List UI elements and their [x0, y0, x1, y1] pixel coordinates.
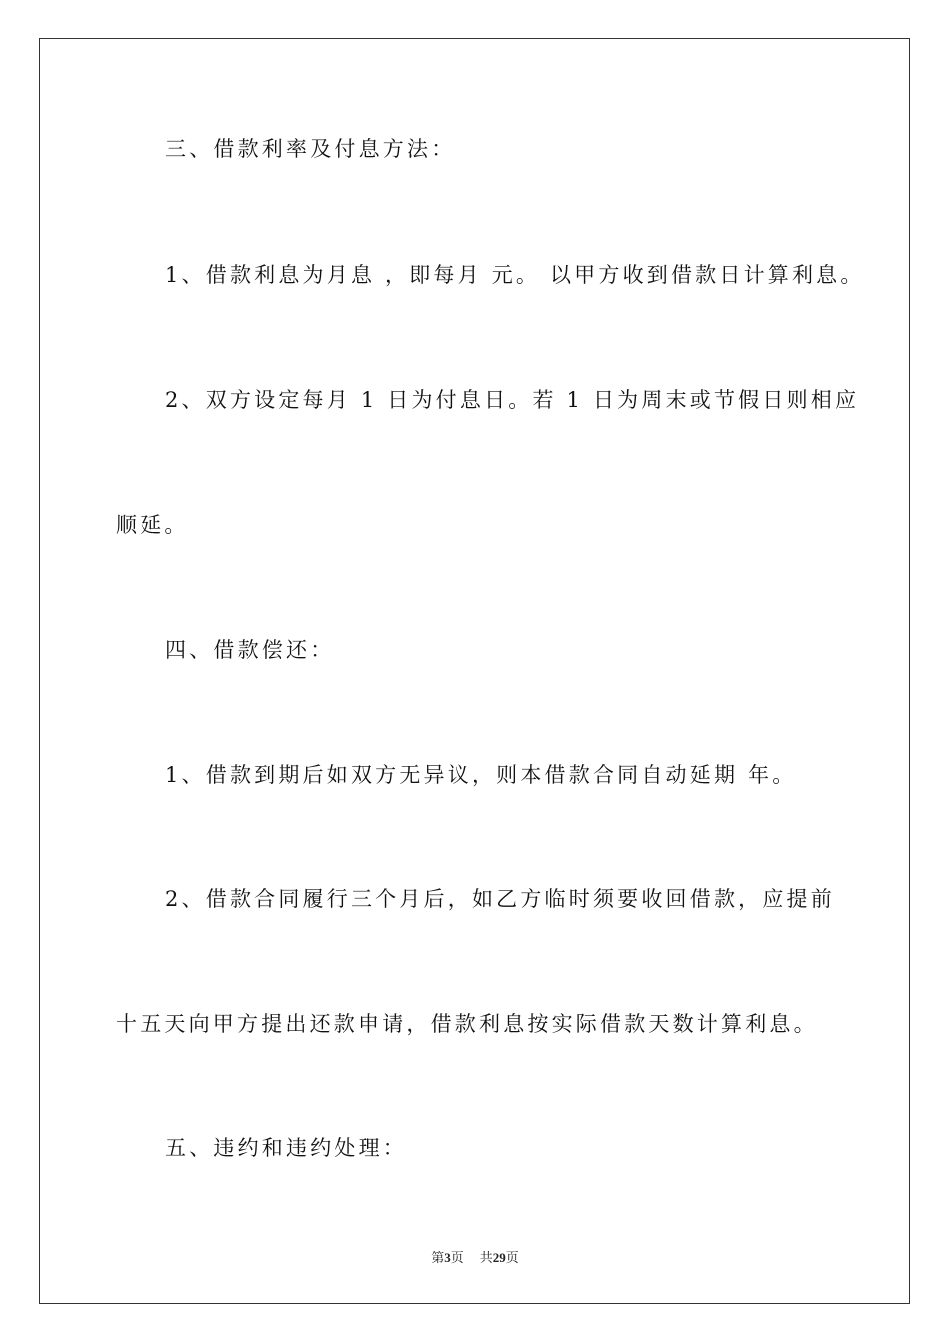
paragraph-line: 2、借款合同履行三个月后，如乙方临时须要收回借款，应提前	[165, 887, 835, 911]
paragraph-line: 2、双方设定每月 1 日为付息日。若 1 日为周末或节假日则相应	[165, 388, 860, 412]
page-number: 3	[444, 1250, 451, 1265]
paragraph-line: 十五天向甲方提出还款申请，借款利息按实际借款天数计算利息。	[116, 1012, 818, 1036]
page-label-suffix: 页	[450, 1250, 464, 1265]
paragraph-line: 1、借款到期后如双方无异议，则本借款合同自动延期 年。	[165, 763, 797, 787]
section-heading-breach: 五、违约和违约处理：	[165, 1136, 407, 1160]
total-pages: 29	[492, 1250, 506, 1265]
paragraph-line: 1、借款利息为月息 ，即每月 元。 以甲方收到借款日计算利息。	[165, 263, 865, 287]
total-label-prefix: 共	[479, 1250, 493, 1265]
paragraph-line: 顺延。	[116, 513, 189, 537]
page-border	[39, 38, 910, 1304]
total-label-suffix: 页	[505, 1250, 519, 1265]
page-footer	[0, 1247, 950, 1266]
section-heading-repayment: 四、借款偿还：	[165, 638, 335, 662]
page-label-prefix: 第	[431, 1250, 445, 1265]
section-heading-interest: 三、借款利率及付息方法：	[165, 137, 456, 161]
